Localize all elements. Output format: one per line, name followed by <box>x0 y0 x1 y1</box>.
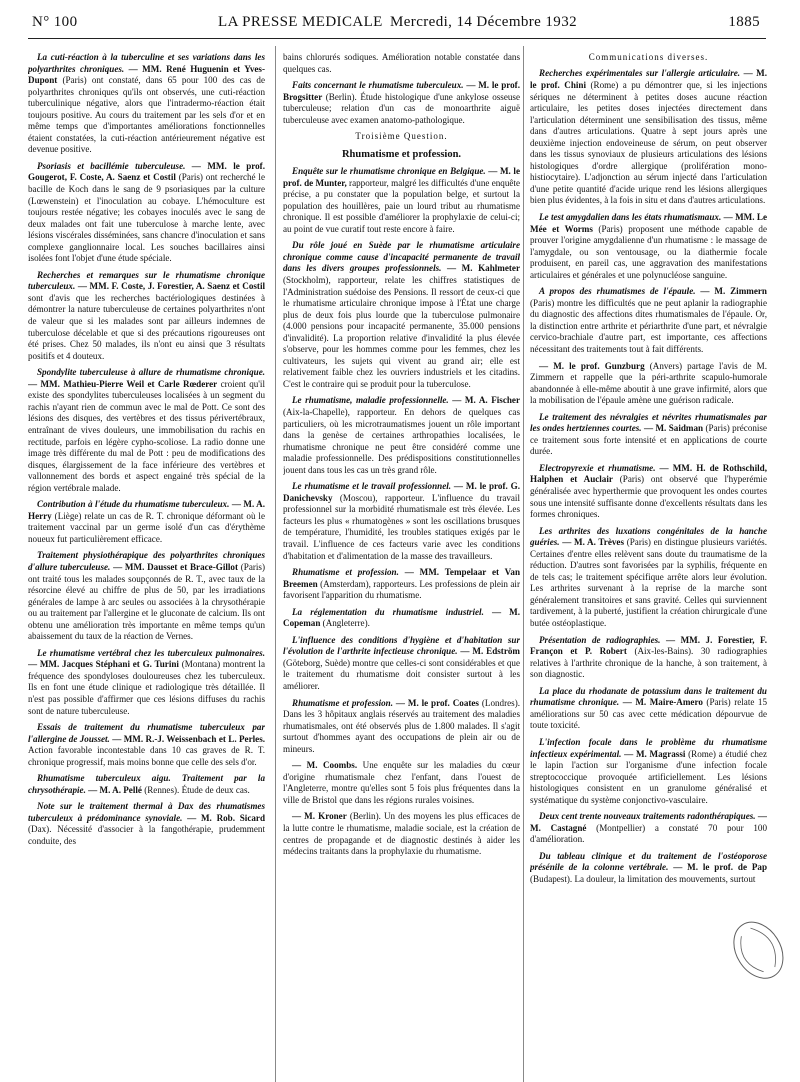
article-body: (Aix-les-Bains). 30 radiographies relatives à l'arthrite chronique de la hanche, à son traitement, à son diagnostic. <box>530 646 767 680</box>
article-body: (Rome) a étudié chez le lapin l'action sur l'organisme d'une infection focale streptococcique provoquée artificiellement. Les lésions histologiques consistent en un granulome généralisé et systématique du système conjonctivo-vasculaire. <box>530 748 767 805</box>
article-paragraph <box>28 550 265 642</box>
article-body: (Montpellier) a constaté 70 pour 100 d'amélioration. <box>530 822 767 845</box>
article-authors: — M. A. Trèves <box>559 537 625 548</box>
page-header <box>28 14 766 36</box>
article-title: La réglementation du rhumatisme industriel. <box>292 606 484 617</box>
article-paragraph <box>283 481 520 562</box>
article-body: (Paris) montre les difficultés que ne peut aplanir la radiographie du diagnostic des affections dites rhumatismales de l'épaule. Or, la distinction entre arthrite et périarthrite d'une part, et névralgie cervico-brachiale d'autre part, est importante, ces affections nécessitant des traitements tout à fait différents. <box>530 297 767 354</box>
article-title: Rhumatisme et profession. <box>292 567 399 578</box>
column-divider <box>275 46 276 1082</box>
article-body: (Paris) proposent une méthode capable de prouver l'origine amygdalienne d'un rhumatisme : le massage de l'amygdale, ou son ventousage, ou la diathermie focale produisent, en pareil cas, une aggravation des manifestations articulaires et générales et une polynucléose sanguine. <box>530 223 767 280</box>
article-paragraph <box>283 395 520 476</box>
column-left <box>28 52 265 1082</box>
article-authors: — M. A. Herry <box>28 499 265 521</box>
article-paragraph <box>283 80 520 126</box>
article-authors: — M. Magrassi <box>621 748 686 759</box>
article-paragraph <box>530 68 767 207</box>
section-subtitle: Rhumatisme et profession. <box>341 148 462 160</box>
article-title: Recherches expérimentales sur l'allergie articulaire. <box>539 68 741 79</box>
article-body: (Berlin). Étude histologique d'une ankylose osseuse tuberculeuse; relation d'un cas de monoarthrite aiguë tuberculeuse avec examen anatomo-pathologique. <box>283 91 520 125</box>
column-divider <box>523 46 524 1082</box>
article-paragraph <box>28 161 265 265</box>
article-title: Spondylite tuberculeuse à allure de rhumatisme chronique. <box>37 367 265 378</box>
journal-title: LA PRESSE MEDICALE <box>218 14 383 30</box>
article-title: Deux cent trente nouveaux traitements radonthérapiques. <box>539 811 756 822</box>
article-authors: — M. Saidman <box>641 423 704 434</box>
article-authors: — MM. Dausset et Brace-Gillot <box>110 561 238 572</box>
article-paragraph <box>530 635 767 681</box>
article-authors: — MM. H. de Rothschild, Halphen et Auclair <box>530 462 767 485</box>
article-authors: — MM. R.-J. Weissenbach et L. Perles. <box>109 733 265 744</box>
article-paragraph <box>530 286 767 355</box>
article-title: La cuti-réaction à la tuberculine et ses variations dans les polyarthrites chroniques. <box>28 52 265 74</box>
article-authors: — M. Zimmern <box>695 286 767 297</box>
article-title: Du rôle joué en Suède par le rhumatisme articulaire chronique comme cause d'incapacité permanente de travail dans les divers groupes professionnels. <box>283 240 520 274</box>
article-title: Le traitement des névralgies et névrites rhumatismales par les ondes hertziennes courtes. <box>530 411 767 434</box>
article-paragraph <box>283 811 520 857</box>
article-authors: — M. Edström <box>457 646 520 657</box>
article-title: Essais de traitement du rhumatisme tuberculeux par l'allergine de Jousset. <box>28 722 265 744</box>
article-title: Le test amygdalien dans les états rhumatismaux. <box>539 211 722 222</box>
issue-number: N° 100 <box>32 14 78 30</box>
section-heading: Troisième Question. <box>355 131 448 142</box>
article-body: (Paris) ont recherché le bacille de Koch dans le sang de 9 psoriasiques par la culture (Lœwenstein) et l'inoculation au cobaye. L'hémoculture est toujours restée négative; les cobayes inoculés avec le sang de deux malades ont fait une tuberculose à marche lente, avec lésions viscérales disséminées, sans chancre d'inoculation et sans complexe ganglionnaire local. Les souches bacillaires ainsi isolées font l'objet d'une étude spéciale. <box>28 172 265 264</box>
article-body: (Paris) ont observé que l'hyperémie généralisée avec hyperthermie que provoquent les ondes courtes sous une intensité suffisante donne d'excellents résultats dans les formes chroniques. <box>530 474 767 520</box>
article-body: rapporteur, malgré les difficultés d'une enquête précise, a pu constater que la population belge, et surtout la population des houillères, paie un lourd tribut au rhumatisme chronique. Il est possible d'améliorer la prophylaxie de celui-ci; au point de vue curatif tout reste encore à faire. <box>283 177 520 234</box>
article-body: (Londres). Dans les 3 hôpitaux anglais réservés au traitement des maladies rhumatismales, ont été observés plus de 1.800 malades. Il s'agit surtout d'hommes ayant des occupations de plein air ou de mineurs. <box>283 697 520 754</box>
article-title: Du tableau clinique et du traitement de l'ostéoporose présénile de la colonne vertébrale. <box>530 850 767 873</box>
article-paragraph <box>283 760 520 806</box>
article-authors: — M. Kroner <box>292 811 347 822</box>
article-body: (Aix-la-Chapelle), rapporteur. En dehors de quelques cas particuliers, où les microtraumatismes jouent un rôle important dans la genèse de certaines arthropathies localisées, le rhumatisme chronique ne peut être considéré comme une maladie professionnelle. Des prédispositions constitutionnelles jouent dans tous les cas un très grand rôle. <box>283 406 520 475</box>
article-title: Présentation de radiographies. <box>539 634 661 645</box>
column-middle <box>283 52 520 1082</box>
article-title: Traitement physiothérapique des polyarthrites chroniques d'allure tuberculeuse. <box>28 550 265 572</box>
section-heading: Communications diverses. <box>588 52 709 62</box>
article-body: (Liège) relate un cas de R. T. chronique déformant où le traitement vaccinal par un germe isolé d'un cas d'érythème noueux fut particulièrement efficace. <box>28 510 265 544</box>
article-title: A propos des rhumatismes de l'épaule. <box>539 286 696 297</box>
article-body: (Angleterre). <box>320 618 370 629</box>
article-title: Contribution à l'étude du rhumatisme tuberculeux. <box>37 499 230 510</box>
article-paragraph <box>28 270 265 362</box>
article-paragraph <box>530 463 767 521</box>
article-authors: — M. Rob. Sicard <box>182 812 265 823</box>
paragraph-continued: bains chlorurés sodiques. Amélioration notable constatée dans quelques cas. <box>283 52 520 74</box>
article-body: (Berlin). Un des moyens les plus efficaces de la lutte contre le rhumatisme, maladie sociale, est la création de centres de propagande et de diagnostic destinés à aider les médecins traitants dans la prophylaxie du rhumatisme. <box>283 811 520 857</box>
article-body: (Paris) en distingue plusieurs variétés. Certaines d'entre elles relèvent sans doute du traumatisme de la réduction. D'autres sont favorisées par la syphilis, fréquente en de tels cas; le traitement spécifique arrête alors leur évolution. Les arthrites survenant à la reprise de la marche sont généralement transitoires et sans gravité. Celles qui surviennent tardivement, à la puberté, justifient la création chirurgicale d'une butée ostéoplastique. <box>530 537 767 629</box>
article-authors: — M. Copeman <box>283 606 520 629</box>
article-paragraph <box>283 240 520 390</box>
article-authors: — MM. le prof. Gougerot, F. Coste, A. Saenz et Costil <box>28 160 265 183</box>
article-body: Une enquête sur les maladies du cœur d'origine rhumatismale chez l'enfant, dans l'ouest de l'Angleterre, montre qu'elles sont 5 fois plus fréquentes dans la ville de Bristol que dans les régions rurales voisines. <box>283 760 520 805</box>
article-authors: — M. Coombs. <box>292 760 358 771</box>
article-authors: — MM. Mathieu-Pierre Weil et Carle Rœderer <box>28 378 218 389</box>
article-authors: — M. A. Fischer <box>448 395 520 406</box>
article-paragraph <box>530 361 767 407</box>
article-body: (Amsterdam), rapporteurs. Les professions de plein air favorisent l'apparition du rhumatisme. <box>283 578 520 601</box>
article-body: (Stockholm), rapporteur, relate les chiffres statistiques de l'Administration suédoise des Pensions. Il ressort de ceux-ci que le rhumatisme articulaire chronique impose à l'État une charge plus de deux fois plus lourde que la tuberculose pulmonaire (4.000 pensions pour incapacité permanente, 35.000 pensions d'invalidité). La proportion relative d'invalidité la plus élevée s'observe, pour les hommes comme pour les femmes, chez les cultivateurs, les sujets qui vivent au grand air; elle est relativement faible chez les ouvriers industriels et les citadins. C'est le contraire qui se produit pour la tuberculose. <box>283 274 520 389</box>
article-body: croient qu'il existe des spondylites tuberculeuses localisées à un segment du rachis n'ayant rien de commun avec le mal de Pott. Ce sont des lésions des disques, des vertèbres et des tissus périvertébraux, entraînant de vives douleurs, une immobilisation du rachis en rectitude, parfois en légère cypho-scoliose. La radio donne une image très différente du mal de Pott : peu de modifications des disques, élargissement de la face inférieure des vertèbres et vallonnement des bords et aspect engainé très spécial de la région vertébrale malade. <box>28 378 265 493</box>
article-paragraph <box>28 499 265 545</box>
article-authors: — M. le prof. Gunzburg <box>539 360 645 371</box>
article-body: (Budapest). La douleur, la limitation des mouvements, surtout <box>530 873 756 884</box>
article-body: (Anvers) partage l'avis de M. Zimmern et rappelle que la péri-arthrite scapulo-humorale abandonnée à elle-même aboutit à une grave infirmité, alors que la mobilisation de l'épaule amène une guérison radicale. <box>530 360 767 406</box>
article-paragraph <box>283 567 520 602</box>
issue-date: Mercredi, 14 Décembre 1932 <box>390 14 577 30</box>
article-authors: — MM. René Huguenin et Yves-Dupont <box>28 63 265 86</box>
article-title: La place du rhodanate de potassium dans le traitement du rhumatisme chronique. <box>530 685 767 708</box>
article-title: L'influence des conditions d'hygiène et d'habitation sur l'évolution de l'arthrite infectieuse chronique. <box>283 634 520 657</box>
article-paragraph <box>28 648 265 717</box>
article-title: Enquête sur le rhumatisme chronique en Belgique. <box>292 166 486 177</box>
article-authors: — MM. Le Mée et Worms <box>530 211 767 234</box>
article-authors: — M. le prof. de Pap <box>668 862 767 873</box>
article-paragraph <box>283 635 520 693</box>
page-number: 1885 <box>728 14 760 30</box>
article-body: (Montana) montrent la fréquence des spondyloses douloureuses chez les tuberculeux. Ils en font une étude clinique et radiologique très détaillée. Il n'est pas possible d'affirmer que ces lésions diffuses du rachis sont de nature tuberculeuse. <box>28 659 265 716</box>
article-title: Recherches et remarques sur le rhumatisme chronique tuberculeux. <box>28 269 265 292</box>
article-paragraph <box>28 773 265 796</box>
article-body: (Moscou), rapporteur. L'influence du travail professionnel sur la morbidité rhumatismale est très élevée. Les facteurs les plus « rhumatogènes » sont les oscillations brusques de température, l'humidité, les troubles statiques exigés par le travail. L'influence de ces facteurs varie avec les conditions d'habitation et d'alimentation de la masse des travailleurs. <box>283 492 520 561</box>
article-body: (Paris) préconise ce traitement sous forte intensité et en applications de courte durée. <box>530 423 767 457</box>
article-authors: — M. le prof. G. Danichevsky <box>283 481 520 503</box>
article-body: (Paris) relate 15 améliorations sur 50 cas avec cette médication dépourvue de toute toxicité. <box>530 697 767 731</box>
article-body: (Göteborg, Suède) montre que celles-ci sont considérables et que le traitement du rhumatisme doit consister surtout à les améliorer. <box>283 657 520 691</box>
header-rule <box>28 38 766 39</box>
article-title: Le rhumatisme, maladie professionnelle. <box>292 395 449 406</box>
article-paragraph <box>283 698 520 756</box>
article-authors: — M. Kahlmeter <box>441 263 520 274</box>
article-paragraph <box>530 686 767 732</box>
article-body: (Dax). Nécessité d'associer à la fangothérapie, prudemment conduite, des <box>28 824 265 846</box>
article-body: (Paris) ont traité tous les malades soupçonnés de R. T., avec taux de la résorcine élevé au chiffre de plus de 50, par les irradiations générales de lampe à arc seules ou associées à la chrysothérapie ou au traitement par l'allergine et le gluconate de calcium. Ils ont obtenu une amélioration très importante en même temps qu'un abaissement du taux de la réaction de Vernes. <box>28 561 265 642</box>
article-title: Electropyrexie et rhumatisme. <box>539 462 656 473</box>
article-paragraph <box>530 526 767 630</box>
article-paragraph <box>28 722 265 768</box>
article-title: L'infection focale dans le problème du rhumatisme infectieux expérimental. <box>530 736 767 759</box>
article-paragraph <box>283 607 520 630</box>
article-authors: — M. le prof. Brogsitter <box>283 80 520 102</box>
article-title: Le rhumatisme vertébral chez les tuberculeux pulmonaires. <box>37 647 265 658</box>
article-authors: — M. le prof. Coates <box>393 697 479 708</box>
article-title: Le rhumatisme et le travail professionnel. <box>292 481 452 492</box>
article-paragraph <box>530 851 767 886</box>
article-authors: — MM. Jacques Stéphani et G. Turini <box>28 659 179 670</box>
article-body: Action favorable incontestable dans 10 cas graves de R. T. chronique progressif, mais moins bonne que celle des sels d'or. <box>28 745 265 767</box>
article-body: (Rennes). Étude de deux cas. <box>141 784 250 795</box>
article-authors: — M. le prof. de Munter, <box>283 166 520 188</box>
article-paragraph <box>530 737 767 806</box>
article-authors: — M. Maire-Amero <box>619 697 703 708</box>
article-authors: — M. Castagné <box>530 811 767 833</box>
article-authors: — M. le prof. Chini <box>530 68 767 90</box>
article-title: Note sur le traitement thermal à Dax des rhumatismes tuberculeux à prédominance synoviale. <box>28 801 265 823</box>
article-body: (Paris) ont constaté, dans 65 pour 100 des cas de polyarthrites chroniques qu'ils ont observés, une cuti-réaction tuberculinique négative, alors que l'intradermo-réaction était toujours positive. Au cours du traitement par les sels d'or et en même temps que d'importantes améliorations fonctionnelles étaient constatées, la cuti-réaction antérieurement négative est devenue positive. <box>28 75 265 155</box>
article-title: Rhumatisme et profession. <box>292 697 394 708</box>
article-authors: — MM. J. Forestier, F. Françon et P. Robert <box>530 634 767 657</box>
article-paragraph <box>283 166 520 235</box>
article-title: Psoriasis et bacillémie tuberculeuse. <box>37 160 186 171</box>
article-paragraph <box>530 811 767 846</box>
article-paragraph <box>28 367 265 494</box>
article-authors: — MM. F. Coste, J. Forestier, A. Saenz et Costil <box>75 281 265 292</box>
article-paragraph <box>28 52 265 156</box>
article-paragraph <box>28 801 265 847</box>
article-paragraph <box>530 412 767 458</box>
article-authors: — MM. Tempelaar et Van Breemen <box>283 567 520 589</box>
article-body: (Rome) a pu démontrer que, si les injections sériques ne déterminent à petites doses aucune réaction articulaire, les petites doses injectées directement dans l'articulation déterminent une sensibilisation des tissus, même dans d'autres articulations. Quatre à sept jours après une deuxième injection endoveineuse de sérum, on peut observer dans les tissus synoviaux de plusieurs articulations des lésions histologiques d'ordre allergique (prolifération mono-histiocytaire). L'adjonction au sérum injecté dans l'articulation d'une petite quantité d'acide urique rend les lésions allergiques bien plus évidentes, à la fois in situ et dans d'autres articulations. <box>530 79 767 206</box>
article-paragraph <box>530 212 767 281</box>
article-title: Rhumatisme tuberculeux aigu. Traitement par la chrysothérapie. <box>28 773 265 795</box>
article-authors: — M. A. Pellé <box>85 784 142 795</box>
article-body: sont d'avis que les recherches bactériologiques destinées à démontrer la nature tuberculeuse de certaines polyarthrites n'ont de valeur que si les malades sont par ailleurs indemnes de tuberculose décelable et que si des précautions rigoureuses ont été prises. Chez 50 malades, ils n'ont eu ainsi que 3 résultats positifs et 4 douteux. <box>28 292 265 361</box>
article-title: Les arthrites des luxations congénitales de la hanche guéries. <box>530 525 767 548</box>
article-title: Faits concernant le rhumatisme tuberculeux. <box>292 80 464 91</box>
